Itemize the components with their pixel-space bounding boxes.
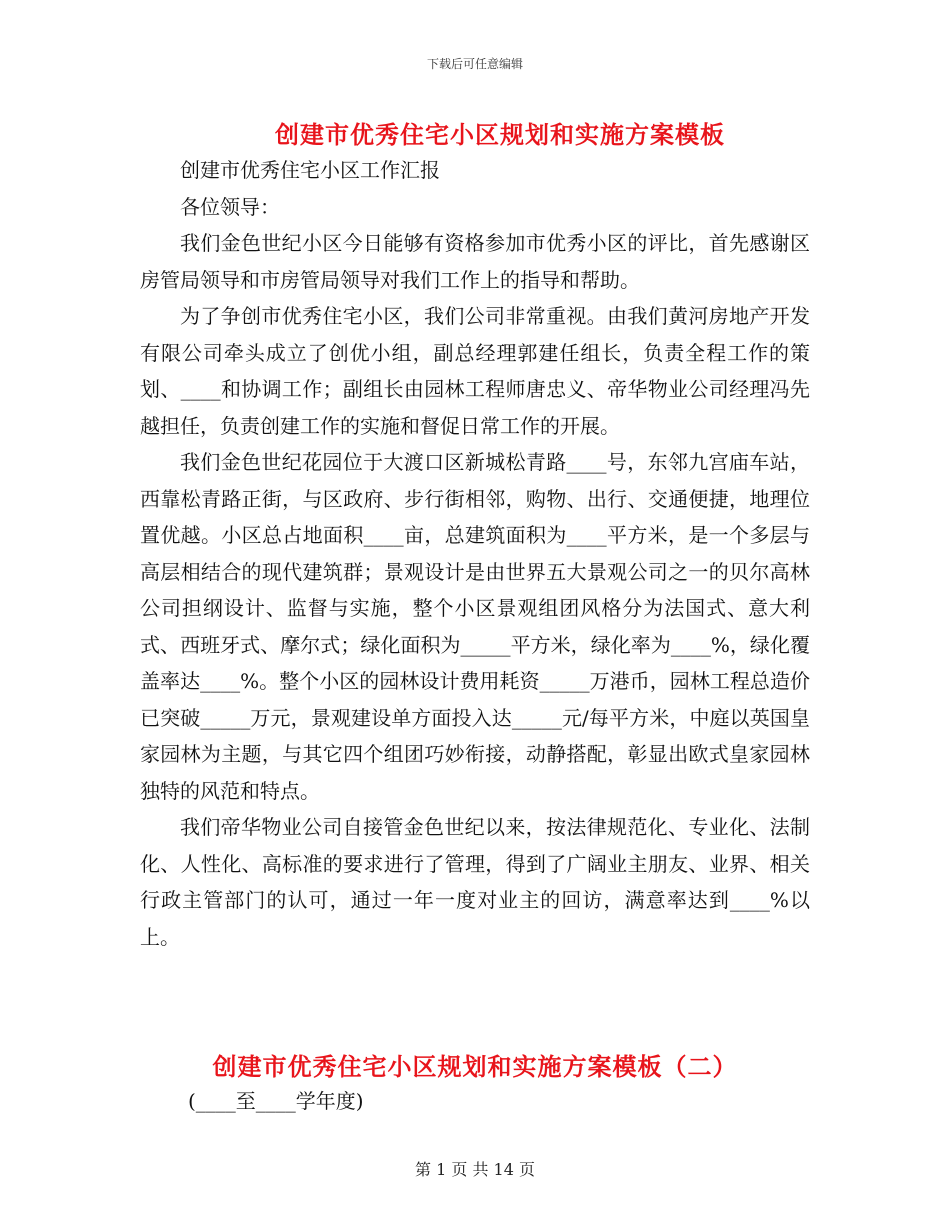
document-title: 创建市优秀住宅小区规划和实施方案模板 xyxy=(275,121,725,149)
salutation: 各位领导： xyxy=(180,194,280,219)
paragraph-intro: 我们金色世纪小区今日能够有资格参加市优秀小区的评比，首先感谢区房管局领导和市房管局领导对我们工作上的指导和帮助。 xyxy=(140,231,810,292)
header-note: 下载后可任意编辑 xyxy=(426,57,523,71)
page-number: 第 1 页 共 14 页 xyxy=(415,1160,535,1179)
document-body xyxy=(140,152,810,955)
section-title-2: 创建市优秀住宅小区规划和实施方案模板（二） xyxy=(212,1053,738,1081)
paragraph-management: 我们帝华物业公司自接管金色世纪以来，按法律规范化、专业化、法制化、人性化、高标准的要求进行了管理，得到了广阔业主朋友、业界、相关行政主管部门的认可，通过一年一度对业主的回访，满意率达到____%以上。 xyxy=(140,815,810,949)
paragraph-organization: 为了争创市优秀住宅小区，我们公司非常重视。由我们黄河房地产开发有限公司牵头成立了创优小组，副总经理郭建任组长，负责全程工作的策划、____和协调工作；副组长由园林工程师唐忠义、帝华物业公司经理冯先越担任，负责创建工作的实施和督促日常工作的开展。 xyxy=(140,304,810,438)
report-heading: 创建市优秀住宅小区工作汇报 xyxy=(180,158,440,182)
paragraph-location: 我们金色世纪花园位于大渡口区新城松青路____号，东邻九宫庙车站，西靠松青路正街，与区政府、步行街相邻，购物、出行、交通便捷，地理位置优越。小区总占地面积____亩，总建筑面积为____平方米，是一个多层与高层相结合的现代建筑群；景观设计是由世界五大景观公司之一的贝尔高林公司担纲设计、监督与实施，整个小区景观组团风格分为法国式、意大利式、西班牙式、摩尔式；绿化面积为_____平方米，绿化率为____%，绿化覆盖率达____%。整个小区的园林设计费用耗资_____万港币，园林工程总造价已突破_____万元，景观建设单方面投入达_____元/每平方米，中庭以英国皇家园林为主题，与其它四个组团巧妙衔接，动静搭配，彰显出欧式皇家园林独特的风范和特点。 xyxy=(140,450,810,803)
school-year-line: (____至____学年度) xyxy=(188,1089,364,1113)
